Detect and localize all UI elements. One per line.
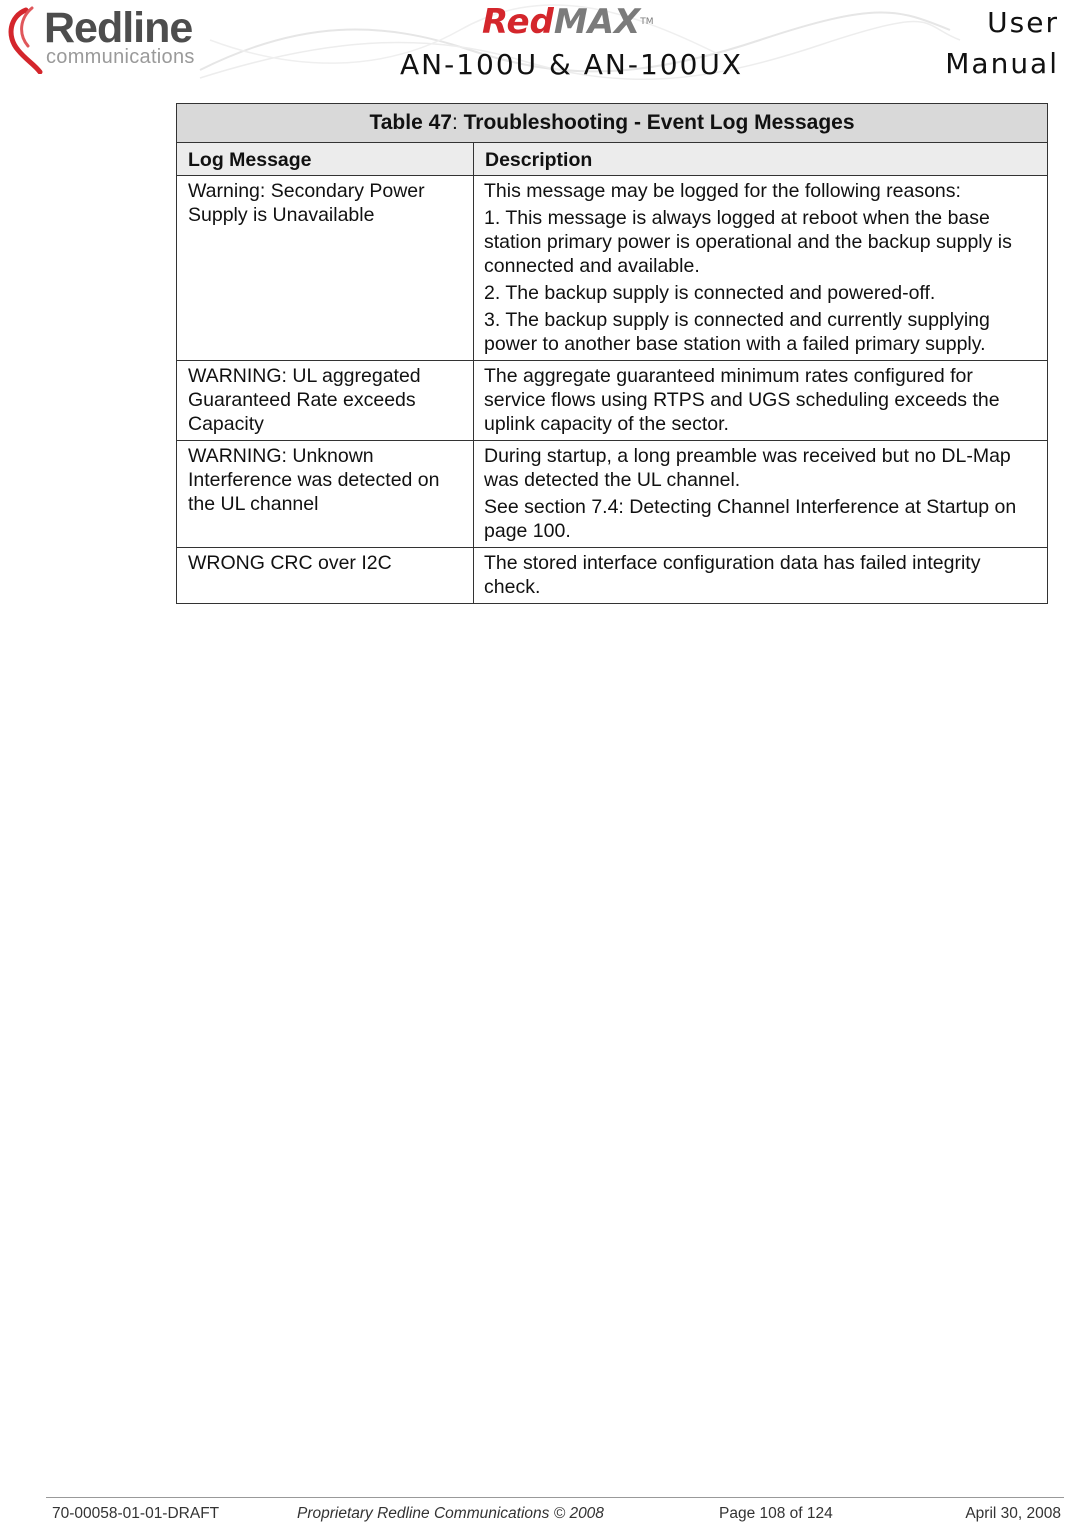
table-row	[177, 441, 1048, 548]
table-caption-separator: :	[451, 111, 464, 134]
description-paragraph: This message may be logged for the following reasons:	[484, 180, 961, 202]
brand-red: Red	[482, 2, 554, 42]
footer-page-number: Page 108 of 124	[719, 1505, 833, 1522]
log-message-cell	[177, 548, 474, 604]
brand-max: MAX	[553, 2, 641, 42]
company-name: Redline	[44, 4, 193, 52]
table-caption	[177, 104, 1048, 143]
log-message-line: Guaranteed Rate exceeds	[188, 389, 416, 411]
footer-proprietary-notice: Proprietary Redline Communications © 2008	[297, 1505, 604, 1522]
table-number: Table 47	[369, 111, 452, 134]
description-paragraph: 3. The backup supply is connected and currently supplying power to another base station with a failed primary supply.	[484, 309, 990, 355]
brand-trademark: TM	[640, 17, 654, 27]
log-message-line: Capacity	[188, 413, 264, 435]
log-message-line: Interference was detected on	[188, 469, 440, 491]
footer-date: April 30, 2008	[965, 1505, 1061, 1522]
column-header-log-message: Log Message	[177, 143, 474, 176]
page-footer	[0, 1505, 1065, 1525]
column-header-description: Description	[474, 143, 1048, 176]
description-cell	[474, 176, 1048, 361]
footer-document-id: 70-00058-01-01-DRAFT	[52, 1505, 220, 1522]
log-message-cell	[177, 441, 474, 548]
description-cell	[474, 361, 1048, 441]
log-message-cell	[177, 176, 474, 361]
table-row	[177, 176, 1048, 361]
log-message-line: Supply is Unavailable	[188, 204, 375, 226]
table-row	[177, 361, 1048, 441]
description-paragraph: During startup, a long preamble was received but no DL-Map was detected the UL channel.	[484, 445, 1011, 491]
description-paragraph: The aggregate guaranteed minimum rates configured for service flows using RTPS and UGS scheduling exceeds the uplink capacity of the sector.	[484, 365, 1000, 435]
log-message-line: WARNING: Unknown	[188, 445, 374, 467]
page-header	[0, 0, 1065, 92]
event-log-table-container	[176, 103, 1047, 604]
description-cell	[474, 441, 1048, 548]
event-log-table	[176, 103, 1048, 604]
redline-swirl-icon	[4, 6, 48, 74]
log-message-line: WRONG CRC over I2C	[188, 552, 392, 574]
log-message-line: WARNING: UL aggregated	[188, 365, 421, 387]
redline-logo	[4, 6, 209, 72]
footer-divider	[46, 1497, 1064, 1498]
table-caption-row	[177, 104, 1048, 143]
description-paragraph: 2. The backup supply is connected and powered-off.	[484, 282, 936, 304]
table-title: Troubleshooting - Event Log Messages	[463, 111, 855, 134]
product-title: AN-100U & AN-100UX	[400, 48, 744, 81]
log-message-line: Warning: Secondary Power	[188, 180, 425, 202]
doc-type-line1: User	[987, 6, 1059, 39]
doc-type-line2: Manual	[945, 47, 1059, 80]
table-header-row	[177, 143, 1048, 176]
log-message-line: the UL channel	[188, 493, 319, 515]
redmax-logo	[482, 2, 654, 42]
table-row	[177, 548, 1048, 604]
description-paragraph: See section 7.4: Detecting Channel Interference at Startup on page 100.	[484, 496, 1017, 542]
document-type	[945, 2, 1059, 84]
log-message-cell	[177, 361, 474, 441]
description-paragraph: The stored interface configuration data has failed integrity check.	[484, 552, 981, 598]
description-cell	[474, 548, 1048, 604]
description-paragraph: 1. This message is always logged at reboot when the base station primary power is operational and the backup supply is connected and available.	[484, 207, 1012, 277]
company-subtitle: communications	[46, 46, 195, 68]
